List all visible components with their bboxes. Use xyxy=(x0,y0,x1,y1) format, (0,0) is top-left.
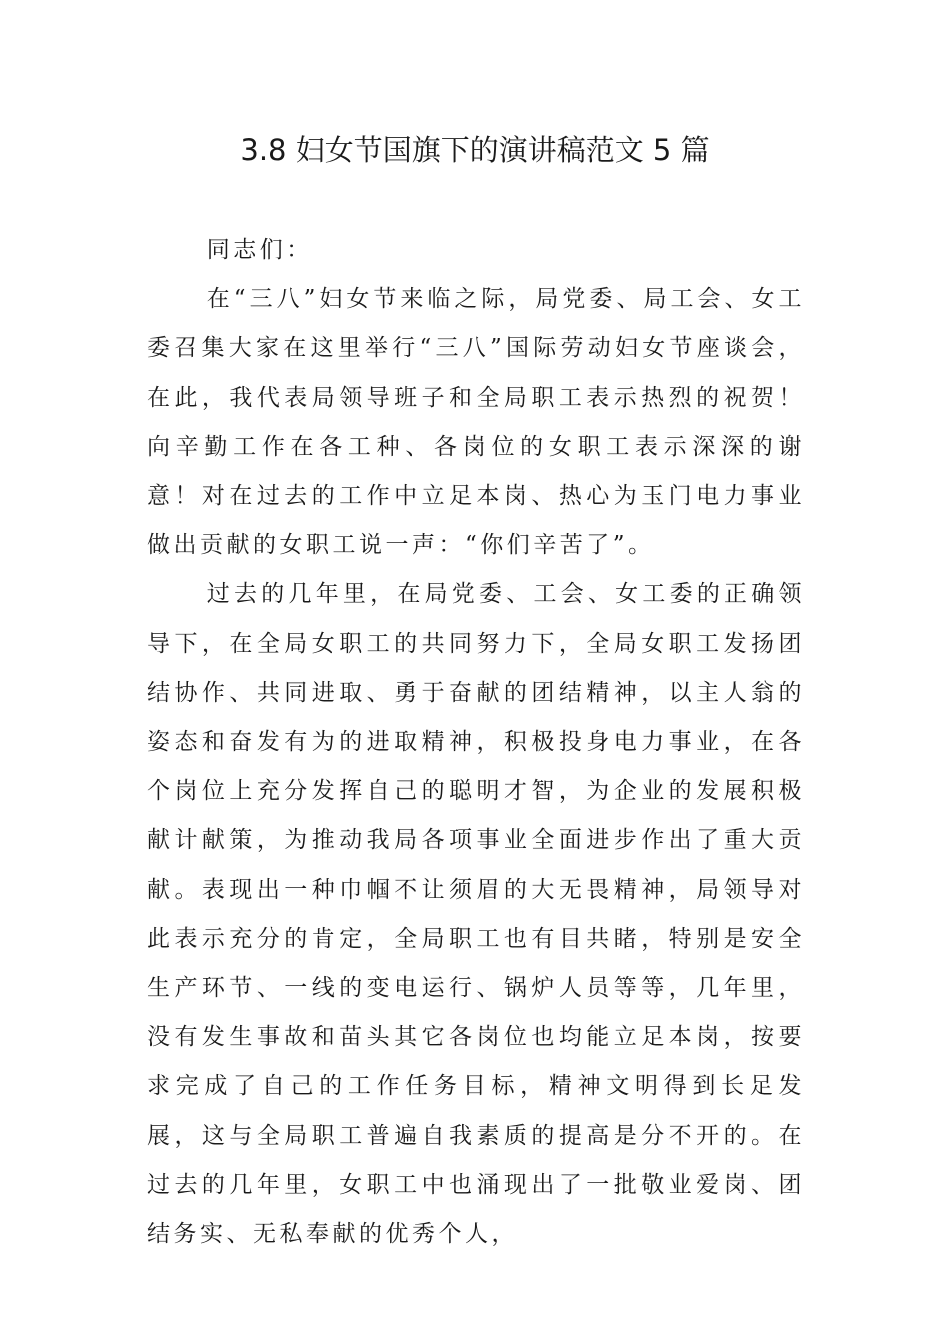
body-paragraph: 过去的几年里，在局党委、工会、女工委的正确领导下，在全局女职工的共同努力下，全局女职工发扬团结协作、共同进取、勇于奋献的团结精神，以主人翁的姿态和奋发有为的进取精神，积极投身电力事业，在各个岗位上充分发挥自己的聪明才智，为企业的发展积极献计献策，为推动我局各项事业全面进步作出了重大贡献。表现出一种巾帼不让须眉的大无畏精神，局领导对此表示充分的肯定，全局职工也有目共睹，特别是安全生产环节、一线的变电运行、锅炉人员等等，几年里，没有发生事故和苗头其它各岗位也均能立足本岗，按要求完成了自己的工作任务目标，精神文明得到长足发展，这与全局职工普遍自我素质的提高是分不开的。在过去的几年里，女职工中也涌现出了一批敬业爱岗、团结务实、无私奉献的优秀个人， xyxy=(147,581,805,1248)
document-title: 3.8 妇女节国旗下的演讲稿范文 5 篇 xyxy=(240,133,710,167)
document-body xyxy=(147,226,805,1259)
salutation-paragraph: 同志们： xyxy=(206,237,313,263)
body-paragraph: 在“三八”妇女节来临之际，局党委、局工会、女工委召集大家在这里举行“三八”国际劳动妇女节座谈会，在此，我代表局领导班子和全局职工表示热烈的祝贺！向辛勤工作在各工种、各岗位的女职工表示深深的谢意！对在过去的工作中立足本岗、热心为玉门电力事业做出贡献的女职工说一声：“你们辛苦了”。 xyxy=(147,286,805,559)
